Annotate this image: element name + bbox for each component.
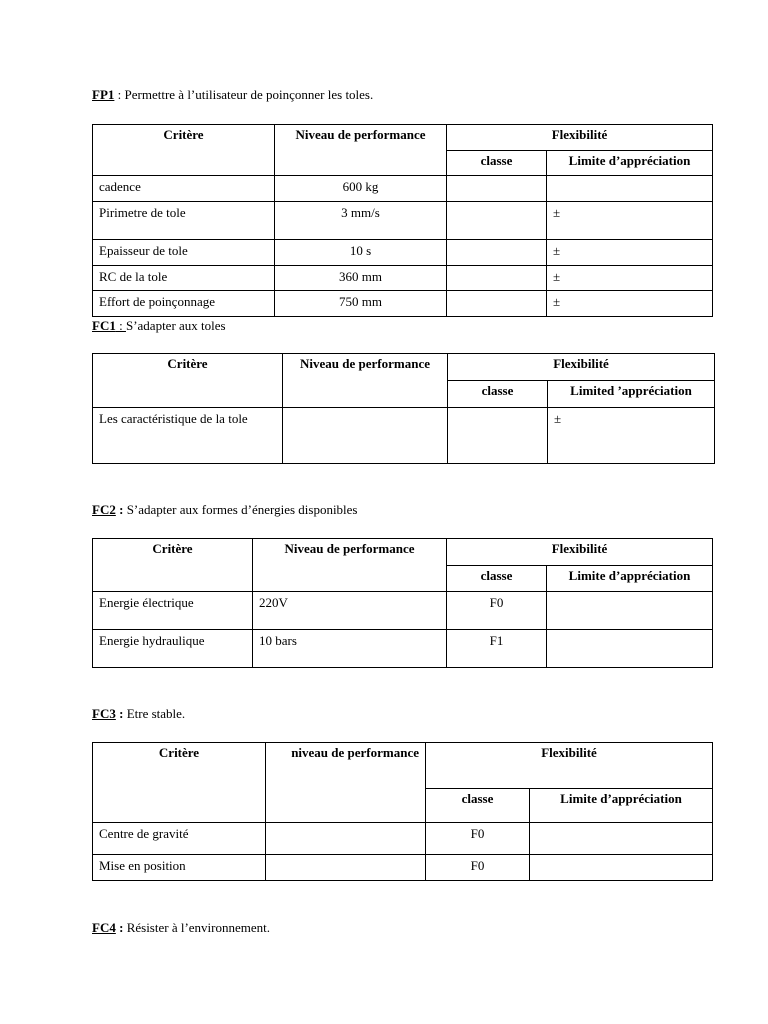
fc3-header-flexibilite: Flexibilité [426, 743, 713, 789]
fp1-header-flexibilite: Flexibilité [447, 125, 713, 151]
fc3-code: FC3 [92, 706, 116, 721]
classe-cell [448, 408, 548, 464]
fc1-header-flexibilite: Flexibilité [448, 354, 715, 381]
fp1-table [92, 124, 713, 317]
fp1-header-niveau: Niveau de performance [275, 125, 447, 176]
fp1-header-critere: Critère [93, 125, 275, 176]
fc3-heading [92, 706, 185, 722]
critere-cell: Mise en position [93, 855, 266, 881]
classe-cell [447, 176, 547, 202]
limite-cell [547, 592, 713, 630]
fc1-sep: : [115, 318, 126, 333]
limite-cell [530, 855, 713, 881]
limite-cell: ± [547, 266, 713, 291]
classe-cell: F0 [426, 823, 530, 855]
table-row [93, 855, 713, 881]
fp1-header-limite: Limite d’appréciation [547, 151, 713, 176]
fp1-header-classe: classe [447, 151, 547, 176]
niveau-cell [283, 408, 448, 464]
fc2-code: FC2 [92, 502, 116, 517]
fc2-heading [92, 502, 358, 518]
limite-cell [547, 630, 713, 668]
niveau-cell [266, 823, 426, 855]
fc1-text: S’adapter aux toles [125, 318, 226, 333]
fc1-header-classe: classe [448, 381, 548, 408]
classe-cell [447, 266, 547, 291]
fp1-text: Permettre à l’utilisateur de poinçonner les toles. [124, 87, 374, 102]
niveau-cell: 10 s [275, 240, 447, 266]
fc2-header-row [93, 539, 713, 566]
limite-cell: ± [547, 291, 713, 317]
fc4-sep: : [115, 920, 127, 935]
limite-cell [530, 823, 713, 855]
table-row [93, 266, 713, 291]
fc2-header-niveau: Niveau de performance [253, 539, 447, 592]
classe-cell [447, 240, 547, 266]
classe-cell: F1 [447, 630, 547, 668]
niveau-cell [266, 855, 426, 881]
critere-cell: Les caractéristique de la tole [93, 408, 283, 464]
limite-cell: ± [547, 240, 713, 266]
critere-cell: cadence [93, 176, 275, 202]
table-row [93, 408, 715, 464]
fc1-header-row [93, 354, 715, 381]
critere-cell: Centre de gravité [93, 823, 266, 855]
fc1-header-limite: Limited ’appréciation [548, 381, 715, 408]
fc3-table [92, 742, 713, 881]
table-row [93, 630, 713, 668]
fc3-header-limite: Limite d’appréciation [530, 789, 713, 823]
critere-cell: Effort de poinçonnage [93, 291, 275, 317]
critere-cell: RC de la tole [93, 266, 275, 291]
fp1-code: FP1 [92, 87, 115, 102]
limite-cell: ± [547, 202, 713, 240]
table-row [93, 202, 713, 240]
fc4-heading [92, 920, 270, 936]
table-row [93, 176, 713, 202]
fc4-code: FC4 [92, 920, 116, 935]
limite-cell [547, 176, 713, 202]
table-row [93, 291, 713, 317]
niveau-cell: 220V [253, 592, 447, 630]
table-row [93, 823, 713, 855]
critere-cell: Energie électrique [93, 592, 253, 630]
classe-cell [447, 202, 547, 240]
classe-cell: F0 [447, 592, 547, 630]
fc4-text: Résister à l’environnement. [126, 920, 271, 935]
classe-cell [447, 291, 547, 317]
fc3-sep: : [115, 706, 127, 721]
niveau-cell: 600 kg [275, 176, 447, 202]
fp1-sep: : [114, 87, 125, 102]
fc1-header-niveau: Niveau de performance [283, 354, 448, 408]
fc3-header-classe: classe [426, 789, 530, 823]
fc2-header-classe: classe [447, 566, 547, 592]
fc2-header-limite: Limite d’appréciation [547, 566, 713, 592]
fp1-heading [92, 87, 373, 103]
fc2-header-flexibilite: Flexibilité [447, 539, 713, 566]
niveau-cell: 750 mm [275, 291, 447, 317]
critere-cell: Epaisseur de tole [93, 240, 275, 266]
table-row [93, 240, 713, 266]
niveau-cell: 10 bars [253, 630, 447, 668]
fc2-table [92, 538, 713, 668]
classe-cell: F0 [426, 855, 530, 881]
fc2-sep: : [115, 502, 127, 517]
fc1-code: FC1 [92, 318, 116, 333]
fc1-heading [92, 318, 226, 334]
niveau-cell: 360 mm [275, 266, 447, 291]
fc1-header-critere: Critère [93, 354, 283, 408]
fc3-header-row [93, 743, 713, 789]
fc2-header-critere: Critère [93, 539, 253, 592]
fc3-header-critere: Critère [93, 743, 266, 823]
fc1-table [92, 353, 715, 464]
limite-cell: ± [548, 408, 715, 464]
fc2-text: S’adapter aux formes d’énergies disponibles [126, 502, 358, 517]
fc3-header-niveau: niveau de performance [266, 743, 426, 823]
niveau-cell: 3 mm/s [275, 202, 447, 240]
critere-cell: Pirimetre de tole [93, 202, 275, 240]
fp1-header-row [93, 125, 713, 151]
critere-cell: Energie hydraulique [93, 630, 253, 668]
table-row [93, 592, 713, 630]
fc3-text: Etre stable. [126, 706, 186, 721]
